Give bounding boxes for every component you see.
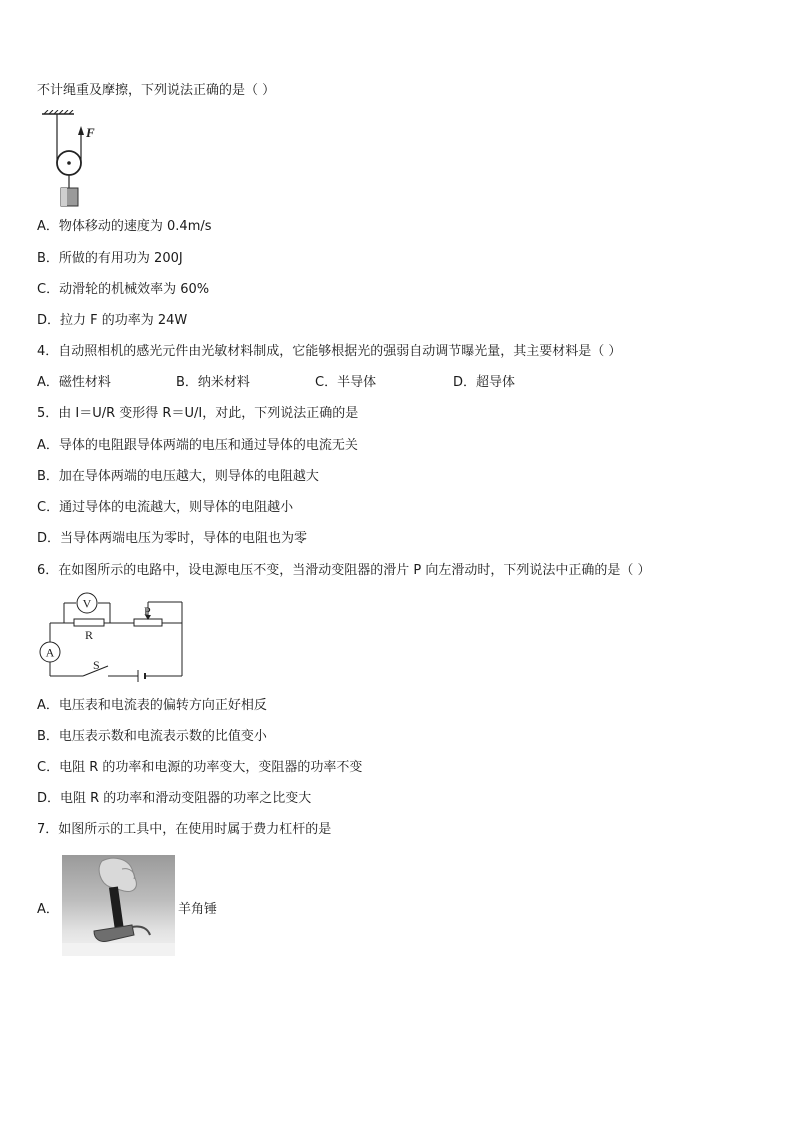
resistor-label: R	[84, 628, 94, 642]
q6-option-c: C．电阻 R 的功率和电源的功率变大，变阻器的功率不变	[37, 760, 363, 775]
force-label: F	[86, 125, 95, 140]
hand	[99, 858, 136, 891]
slider-label: P	[144, 604, 151, 618]
pulley-axle	[67, 161, 71, 165]
q3-option-a: A．物体移动的速度为 0.4m/s	[37, 219, 212, 234]
hammer-head	[94, 925, 134, 942]
q6-option-a: A．电压表和电流表的偏转方向正好相反	[37, 698, 267, 713]
switch-label: S	[93, 658, 100, 672]
claw-hammer-illustration	[62, 855, 175, 956]
q3-option-b: B．所做的有用功为 200J	[37, 251, 183, 266]
q5-option-c: C．通过导体的电流越大，则导体的电阻越小	[37, 500, 294, 515]
pulley-figure	[40, 110, 110, 210]
q7-stem: 7．如图所示的工具中，在使用时属于费力杠杆的是	[37, 822, 332, 837]
voltmeter-label: V	[82, 596, 92, 611]
q4-option-d: D．超导体	[453, 375, 516, 390]
q3-option-d: D．拉力 F 的功率为 24W	[37, 313, 188, 328]
q7-option-a-prefix: A．	[37, 902, 59, 917]
q3-option-c: C．动滑轮的机械效率为 60%	[37, 282, 210, 297]
question-3-stem-tail: 不计绳重及摩擦，下列说法正确的是（ ）	[37, 83, 276, 98]
ammeter-label: A	[45, 645, 55, 660]
force-arrow	[78, 126, 84, 135]
q6-stem: 6．在如图所示的电路中，设电源电压不变，当滑动变阻器的滑片 P 向左滑动时，下列说法中正确的是（ ）	[37, 563, 651, 578]
q7-option-a-caption: 羊角锤	[178, 902, 218, 917]
rheostat	[134, 619, 162, 626]
wood-surface	[62, 943, 175, 956]
circuit-diagram	[38, 590, 188, 682]
hammer-claw	[132, 926, 150, 935]
q4-option-a: A．磁性材料	[37, 375, 111, 390]
q4-option-b: B．纳米材料	[176, 375, 250, 390]
q5-option-a: A．导体的电阻跟导体两端的电压和通过导体的电流无关	[37, 438, 358, 453]
q6-option-b: B．电压表示数和电流表示数的比值变小	[37, 729, 267, 744]
q4-option-c: C．半导体	[315, 375, 377, 390]
q5-option-d: D．当导体两端电压为零时，导体的电阻也为零	[37, 531, 308, 546]
resistor-r	[74, 619, 104, 626]
q6-option-d: D．电阻 R 的功率和滑动变阻器的功率之比变大	[37, 791, 312, 806]
claw-hammer-photo	[62, 855, 175, 956]
q5-stem: 5．由 I＝U/R 变形得 R＝U/I，对此，下列说法正确的是	[37, 406, 359, 421]
hammer-handle	[109, 887, 124, 932]
q5-option-b: B．加在导体两端的电压越大，则导体的电阻越大	[37, 469, 319, 484]
q4-stem: 4．自动照相机的感光元件由光敏材料制成，它能够根据光的强弱自动调节曝光量，其主要材料是（ ）	[37, 344, 622, 359]
